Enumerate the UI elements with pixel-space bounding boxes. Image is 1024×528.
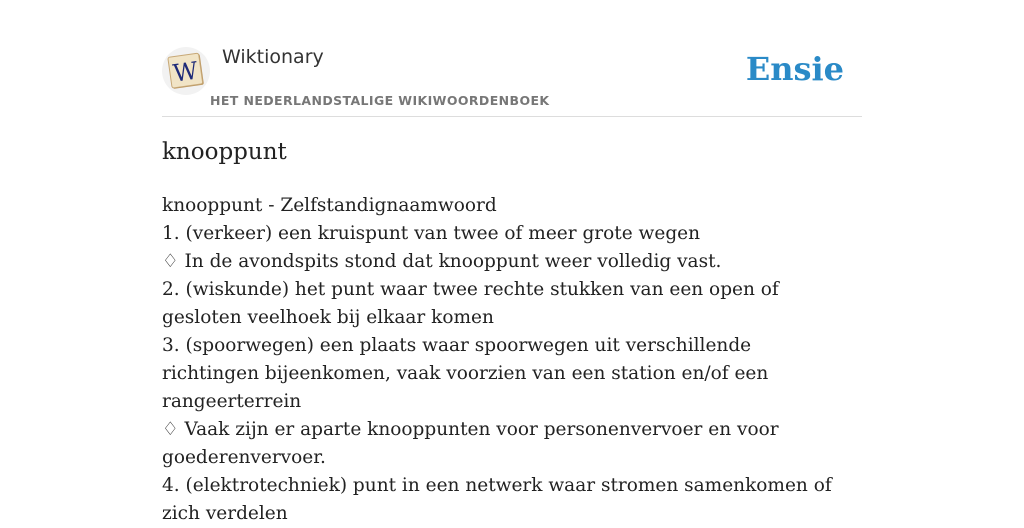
wiktionary-logo-icon[interactable] bbox=[162, 47, 210, 95]
site-name[interactable]: Wiktionary bbox=[222, 46, 324, 68]
entry-word-type: knooppunt - Zelfstandignaamwoord bbox=[162, 195, 497, 216]
definition-4: 4. (elektrotechniek) punt in een netwerk waar stromen samenkomen of zich verdelen bbox=[162, 475, 832, 524]
svg-text:W: W bbox=[171, 56, 200, 88]
definition-3: 3. (spoorwegen) een plaats waar spoorwegen uit verschillende richtingen bijeenkomen, vaak voorzien van een station en/of een rangeerterrein bbox=[162, 335, 769, 412]
example-1: ♢ In de avondspits stond dat knooppunt weer volledig vast. bbox=[162, 251, 722, 272]
definition-1: 1. (verkeer) een kruispunt van twee of meer grote wegen bbox=[162, 223, 701, 244]
site-subtitle: HET NEDERLANDSTALIGE WIKIWOORDENBOEK bbox=[210, 93, 550, 108]
definition-2: 2. (wiskunde) het punt waar twee rechte stukken van een open of gesloten veelhoek bij elkaar komen bbox=[162, 279, 779, 328]
page-title: knooppunt bbox=[162, 139, 287, 165]
site-header bbox=[162, 0, 862, 117]
entry-definition bbox=[162, 192, 842, 528]
ensie-logo[interactable]: Ensie bbox=[745, 50, 844, 88]
example-3: ♢ Vaak zijn er aparte knooppunten voor personenvervoer en voor goederenvervoer. bbox=[162, 419, 779, 468]
